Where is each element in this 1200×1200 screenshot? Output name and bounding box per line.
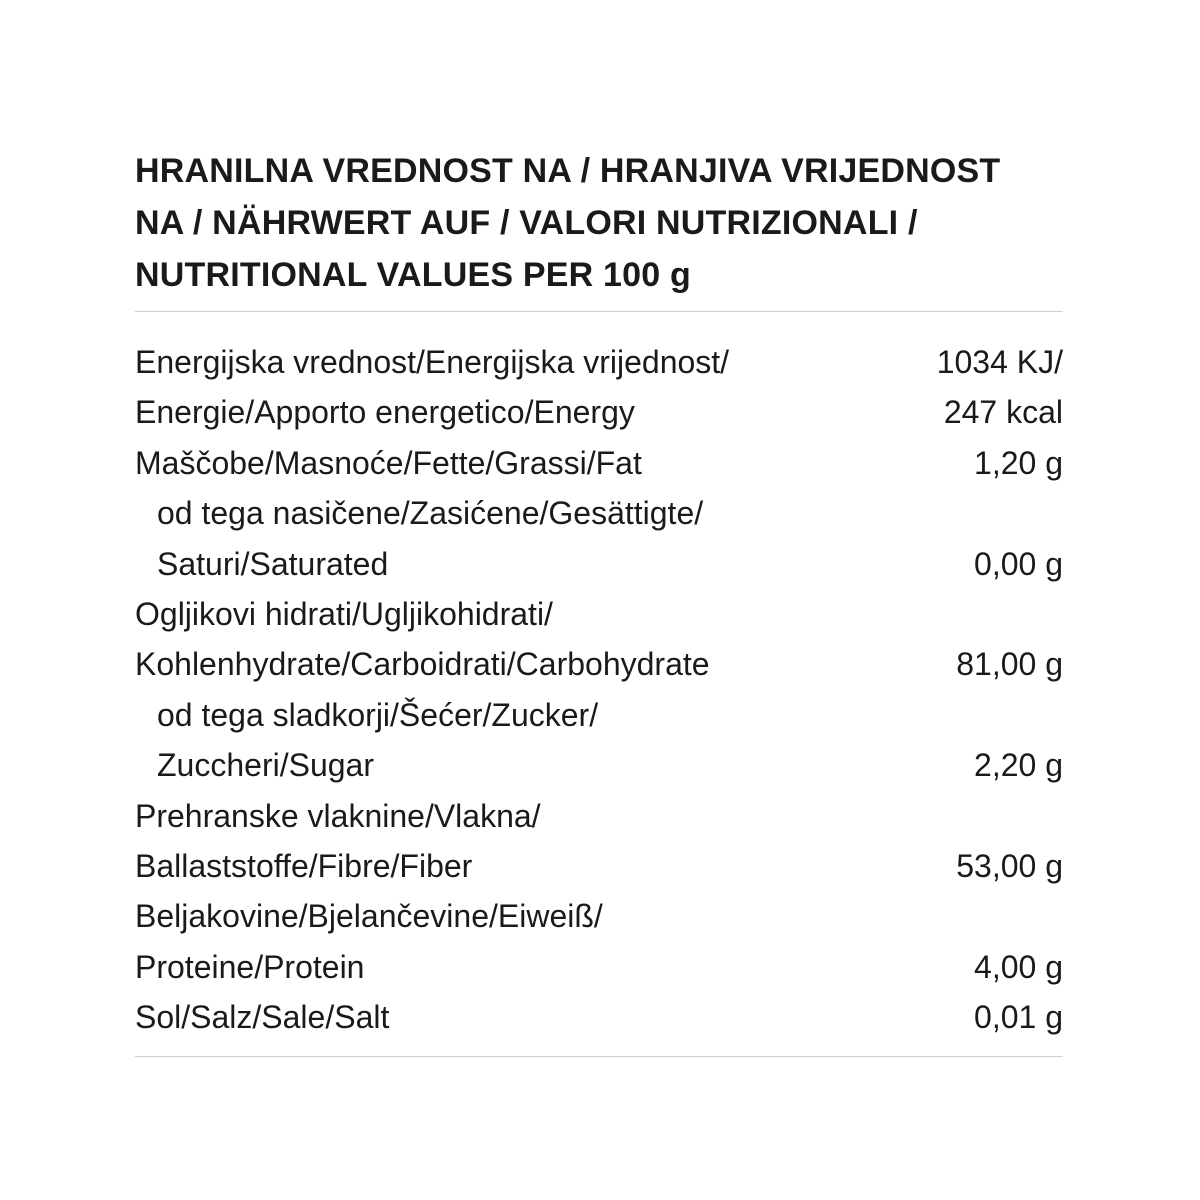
nutrient-value: 4,00 g: [974, 948, 1063, 985]
nutrient-label: Sol/Salz/Sale/Salt: [135, 999, 390, 1036]
table-row: [135, 387, 1063, 437]
nutrient-label: Proteine/Protein: [135, 948, 365, 985]
nutrient-value: 2,20 g: [974, 747, 1063, 784]
nutrient-label: Energie/Apporto energetico/Energy: [135, 394, 635, 431]
nutrient-value: 247 kcal: [943, 394, 1063, 431]
table-row: [135, 690, 1063, 740]
nutrient-value: 0,00 g: [974, 545, 1063, 582]
table-row: [135, 992, 1063, 1042]
top-divider: [135, 311, 1063, 312]
bottom-divider: [135, 1056, 1063, 1057]
nutrient-label: Beljakovine/Bjelančevine/Eiweiß/: [135, 898, 603, 935]
table-row: [135, 539, 1063, 589]
heading-line: HRANILNA VREDNOST NA / HRANJIVA VRIJEDNOST: [135, 152, 1001, 190]
table-row: [135, 841, 1063, 891]
table-row: [135, 791, 1063, 841]
nutrient-label: Kohlenhydrate/Carboidrati/Carbohydrate: [135, 646, 710, 683]
table-row: [135, 337, 1063, 387]
nutrient-label: Energijska vrednost/Energijska vrijednost/: [135, 344, 730, 380]
nutrient-label: Maščobe/Masnoće/Fette/Grassi/Fat: [135, 444, 642, 481]
heading-line: NA / NÄHRWERT AUF / VALORI NUTRIZIONALI /: [135, 204, 918, 242]
table-row: [135, 589, 1063, 639]
nutrient-label: od tega sladkorji/Šećer/Zucker/: [157, 696, 599, 733]
nutrient-value: 53,00 g: [956, 847, 1063, 884]
table-row: [135, 438, 1063, 488]
nutrient-value: 81,00 g: [956, 646, 1063, 683]
nutrient-value: 0,01 g: [974, 999, 1063, 1036]
nutrient-label: Ballaststoffe/Fibre/Fiber: [135, 847, 473, 884]
table-row: [135, 942, 1063, 992]
table-row: [135, 891, 1063, 941]
nutrient-label: Saturi/Saturated: [157, 545, 389, 582]
nutrient-label: od tega nasičene/Zasićene/Gesättigte/: [157, 495, 704, 532]
nutrient-label: Prehranske vlaknine/Vlakna/: [135, 797, 541, 834]
nutrient-value: 1034 KJ/: [936, 344, 1063, 380]
nutrient-label: Ogljikovi hidrati/Ugljikohidrati/: [135, 595, 553, 632]
table-row: [135, 639, 1063, 689]
nutrition-heading: [135, 145, 1063, 301]
nutrition-panel: [135, 145, 1063, 1057]
table-row: [135, 740, 1063, 790]
nutrient-label: Zuccheri/Sugar: [157, 747, 374, 784]
table-row: [135, 488, 1063, 538]
nutrient-value: 1,20 g: [974, 444, 1063, 481]
nutrition-table: [135, 337, 1063, 1042]
heading-line: NUTRITIONAL VALUES PER 100 g: [135, 256, 691, 294]
